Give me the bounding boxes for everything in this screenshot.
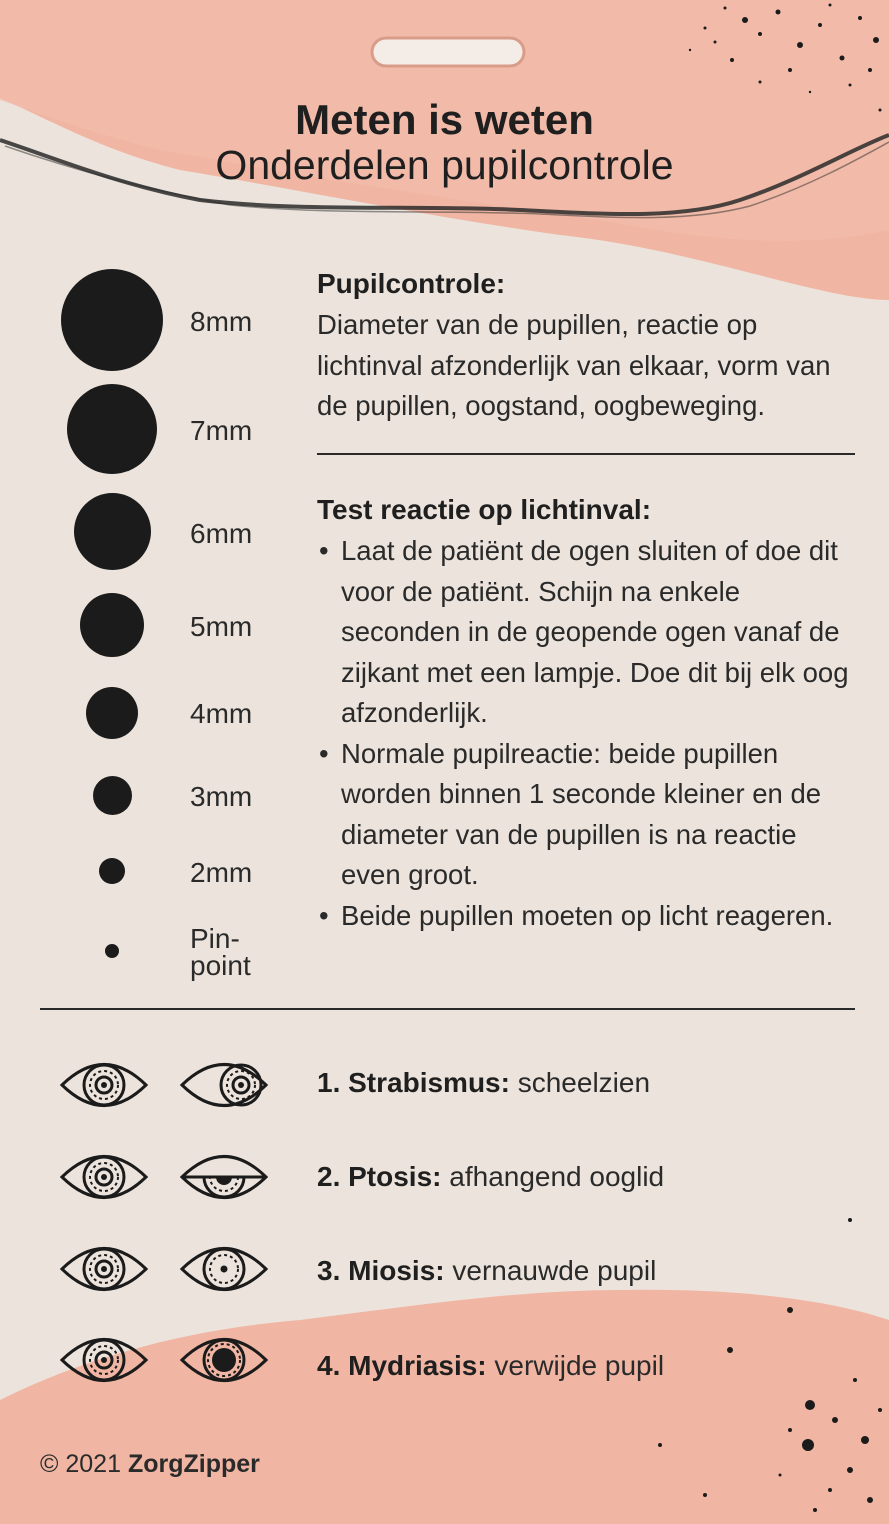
pupil-dot-6mm [74, 493, 151, 570]
condition-strabismus [317, 1067, 650, 1099]
condition-desc: scheelzien [509, 1067, 651, 1098]
condition-desc: afhangend ooglid [441, 1161, 665, 1192]
divider [317, 453, 855, 455]
list-item: • Laat de patiënt de ogen sluiten of doe dit voor de patiënt. Schijn na enkele seconden in de geopende ogen vanaf de zijkant met een lampje. Doe dit bij elk oog afzonderlijk. [317, 531, 862, 734]
pupil-dot-3mm [93, 776, 132, 815]
pupil-dot-4mm [86, 687, 138, 739]
pupil-label-2mm: 2mm [190, 857, 253, 888]
brand-name: ZorgZipper [127, 1450, 260, 1478]
normal-eye-icon [59, 1052, 149, 1118]
condition-term: 4. Mydriasis: [317, 1350, 487, 1381]
pupilcontrole-text: Diameter van de pupillen, reactie op lichtinval afzonderlijk van elkaar, vorm van de pupillen, oogstand, oogbeweging. [317, 309, 831, 421]
normal-eye-icon [59, 1144, 149, 1210]
copyright-footer [40, 1450, 260, 1479]
pupil-label-7mm: 7mm [190, 415, 253, 446]
pupil-label-pinpoint: Pin- point [190, 923, 251, 981]
pupil-label-3mm: 3mm [190, 781, 253, 812]
pupil-label-6mm: 6mm [190, 518, 253, 549]
list-item: • Normale pupilreactie: beide pupillen worden binnen 1 seconde kleiner en de diameter van de pupillen is na reactie even groot. [317, 734, 862, 896]
condition-ptosis [317, 1161, 664, 1193]
test-bullet-list [317, 531, 862, 936]
pupil-dot-5mm [80, 593, 144, 657]
normal-eye-icon [59, 1327, 149, 1393]
miosis-eye-icon [179, 1236, 269, 1302]
page-subtitle: Onderdelen pupilcontrole [215, 142, 674, 188]
pupil-label-8mm: 8mm [190, 306, 253, 337]
condition-desc: verwijde pupil [486, 1350, 665, 1381]
section-divider [40, 1008, 855, 1010]
strabismus-eye-icon [179, 1052, 269, 1118]
pupilcontrole-heading: Pupilcontrole: [317, 268, 506, 299]
normal-eye-icon [59, 1236, 149, 1302]
test-heading: Test reactie op lichtinval: [317, 494, 652, 525]
condition-term: 3. Miosis: [317, 1255, 445, 1286]
pupil-label-4mm: 4mm [190, 698, 253, 729]
ptosis-eye-icon [179, 1144, 269, 1210]
condition-mydriasis [317, 1350, 664, 1382]
pupil-dot-pinpoint [105, 944, 119, 958]
pupil-label-5mm: 5mm [190, 611, 253, 642]
mydriasis-eye-icon [179, 1327, 269, 1393]
pupil-dot-2mm [99, 858, 125, 884]
condition-desc: vernauwde pupil [444, 1255, 657, 1286]
copyright-text: © 2021 [40, 1450, 128, 1478]
pupil-dot-8mm [61, 269, 163, 371]
condition-term: 2. Ptosis: [317, 1161, 442, 1192]
list-item: • Beide pupillen moeten op licht reageren. [317, 896, 862, 937]
page-title: Meten is weten [295, 96, 594, 143]
condition-term: 1. Strabismus: [317, 1067, 510, 1098]
condition-miosis [317, 1255, 656, 1287]
pupil-dot-7mm [67, 384, 157, 474]
